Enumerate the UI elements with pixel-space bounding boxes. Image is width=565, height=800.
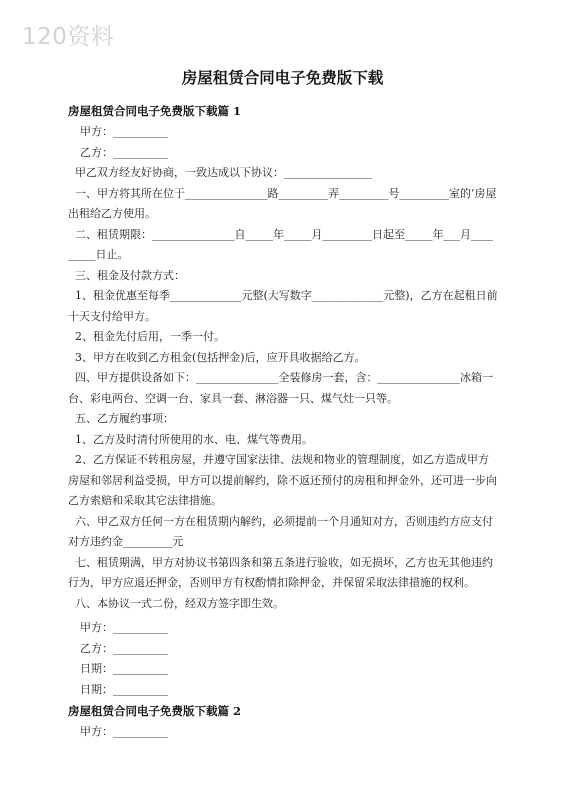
party-a-line: 甲方：__________ [80,125,168,138]
paragraph-clause-8: 八、本协议一式二份，经双方签字即生效。 [68,596,284,610]
party-a-line-2: 甲方：__________ [80,724,168,738]
paragraph-duty-1: 1、乙方及时清付所使用的水、电、煤气等费用。 [68,432,313,446]
watermark: 120资料 [22,24,115,50]
signature-party-b: 乙方：__________ [80,641,168,655]
signature-date-1: 日期：__________ [80,662,168,676]
paragraph-duty-2: 2、乙方保证不转租房屋，并遵守国家法律、法规和物业的管理制度，如乙方造成甲方房屋和邻居利益受损，甲方可以提前解约，除不返还预付的房租和押金外，还可进一步向乙方索赔和采取其它法律措施。 [68,453,497,508]
paragraph-clause-4: 四、甲方提供设备如下：_______________全装修房一套，含：_______________冰箱一台、彩电两台、空调一台、家具一套、淋浴器一只、煤气灶一只等。 [68,371,493,405]
paragraph-clause-7: 七、租赁期满，甲方对协议书第四条和第五条进行验收，如无损坏，乙方也无其他违约行为，甲方应退还押金，否则甲方有权酌情扣除押金，并保留采取法律措施的权利。 [68,555,493,590]
signature-date-2: 日期：__________ [80,682,168,696]
party-b-line: 乙方：__________ [80,145,168,159]
paragraph-clause-6: 六、甲乙双方任何一方在租赁期内解约，必须提前一个月通知对方，否则违约方应支付对方违约金_________元 [68,514,493,549]
document-body [68,101,498,742]
document-title: 房屋租赁合同电子免费版下载 [181,68,384,87]
paragraph-agreement: 甲乙双方经友好协商，一致达成以下协议：________________ [68,166,372,180]
paragraph-rent-3: 3、甲方在收到乙方租金(包括押金)后，应开具收据给乙方。 [68,350,366,364]
paragraph-rent-1: 1、租金优惠至每季_____________元整(大写数字_____________元整)，乙方在起租日前十天支付给甲方。 [68,289,498,323]
paragraph-clause-5: 五、乙方履约事项： [68,412,174,426]
section-2-title: 房屋租赁合同电子免费版下载篇 2 [68,703,242,718]
paragraph-clause-2: 二、租赁期限：_______________自_____年_____月_________日起至_____年___月_________日止。 [68,227,493,262]
paragraph-rent-2: 2、租金先付后用，一季一付。 [68,330,225,344]
signature-party-a: 甲方：__________ [80,621,168,635]
section-1-title: 房屋租赁合同电子免费版下载篇 1 [68,104,242,118]
paragraph-clause-1: 一、甲方将其所在位于_______________路_________弄_________号_________室的’房屋出租给乙方使用。 [68,186,497,221]
paragraph-clause-3: 三、租金及付款方式： [68,268,185,282]
